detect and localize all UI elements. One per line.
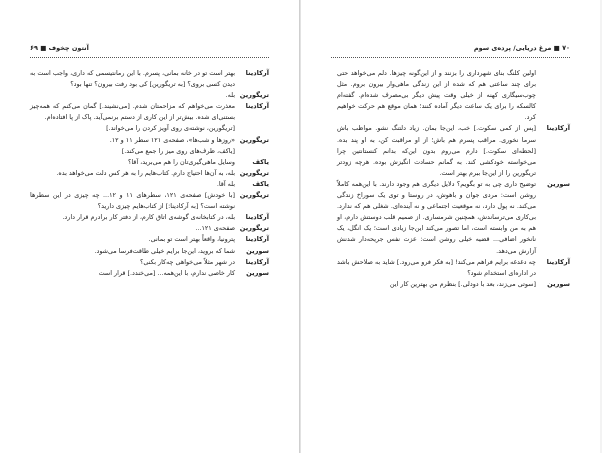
right-page bbox=[300, 0, 600, 453]
dialogue-text: بله. bbox=[225, 91, 235, 100]
speaker-name: سورین bbox=[547, 179, 570, 188]
dialogue-line bbox=[337, 257, 570, 279]
dialogue-text: صفحه‌ی ۱۲۱... bbox=[195, 224, 235, 233]
dialogue-text: بله، به آن‌ها احتیاج دارم. کتاب‌هایم را به هر کس دلت می‌خواهد بده. bbox=[56, 168, 235, 177]
header-rule bbox=[331, 57, 570, 58]
dialogue-text: شما که بروید، این‌جا برایم خیلی طاقت‌فرسا می‌شود. bbox=[94, 246, 235, 255]
dialogue-line bbox=[30, 257, 269, 268]
speaker-name: سورین bbox=[246, 246, 269, 255]
dialogue-text: وسایل ماهی‌گیری‌تان را هم می‌برید، آقا؟ bbox=[127, 157, 235, 166]
dialogue-text: چه دغدغه برایم فراهم می‌کند! [به فکر فرو می‌رود.] شاید به صلاحش باشد در اداره‌ای استخدام شود؟ bbox=[337, 257, 536, 277]
dialogue-line bbox=[337, 68, 570, 123]
dialogue-line bbox=[30, 179, 269, 190]
dialogue-text: [سوتی می‌زند، بعد با دودلی.] بنظرم من بهترین کار این bbox=[389, 279, 536, 288]
speaker-name: آرکادینا bbox=[245, 235, 269, 244]
dialogue-line bbox=[30, 190, 269, 212]
dialogue-line bbox=[30, 234, 269, 245]
dialogue-line bbox=[30, 168, 269, 179]
dialogue-text: [با خودش] صفحه‌ی ۱۲۱، سطرهای ۱۱ و ۱۲... چه چیزی در این سطرها نوشته است؟ [به آرکادینا:] از کتاب‌هایم چیزی دارید؟ bbox=[30, 191, 235, 211]
speaker-name: آرکادینا bbox=[546, 257, 570, 266]
dialogue-line bbox=[30, 135, 269, 146]
dialogue-line bbox=[30, 90, 269, 101]
speaker-name: آرکادینا bbox=[245, 102, 269, 111]
page-body bbox=[337, 68, 570, 433]
dialogue-text: [یاکف، ظرف‌های روی میز را جمع می‌کند.] bbox=[121, 146, 235, 155]
dialogue-line bbox=[30, 68, 269, 90]
speaker-name: آرکادینا bbox=[245, 213, 269, 222]
dialogue-text: بهتر است تو در خانه بمانی، پسرم. با این رمانتیسمی که داری، واجب است به دیدن کسی بروی؟ [به تریگورین] کی بود رفت بیرون؟ تنها بود؟ bbox=[30, 69, 235, 89]
speaker-name: تریگورین bbox=[239, 168, 269, 177]
dialogue-text: [تریگورین، نوشته‌ی روی آویز کردن را می‌خواند.] bbox=[106, 124, 235, 133]
dialogue-line bbox=[337, 179, 570, 257]
speaker-name: یاکف bbox=[252, 179, 269, 188]
dialogue-line bbox=[30, 157, 269, 168]
dialogue-text: در شهر مثلاً می‌خواهی چه‌کار بکنی؟ bbox=[140, 257, 235, 266]
dialogue-line bbox=[30, 146, 269, 157]
dialogue-line bbox=[30, 101, 269, 123]
dialogue-text: معذرت می‌خواهم که مزاحمتان شدم. [می‌نشیند.] گمان می‌کنم که همه‌چیز بستنی‌ای شده. بیش‌تر از این کاری از دستم برنمی‌آید. پاک از پا افتاده‌ام. bbox=[30, 102, 235, 122]
dialogue-text: توضیح داری چی به تو بگویم؟ دلایل دیگری هم وجود دارند. با این‌همه کاملاً روشن است: مردی جوان و باهوش، در روستا و توی یک سوراخ زندگی می‌کند. نه پول دارد، نه موقعیت اجتماعی و نه آینده‌ای. شغلی هم که ندارد. بی‌کاری می‌ترساندش، همچنین شرمساری. از صمیم قلب دوستش دارم، او هم به من وابسته است، اما تصور می‌کند این‌جا زیادی است؛ یک انگل، یک نانخور اضافی... قضیه خیلی روشن است: عزت نفس جریحه‌دار شدنش آزارش می‌دهد. bbox=[337, 179, 536, 255]
dialogue-line bbox=[337, 123, 570, 178]
speaker-name: سورین bbox=[246, 268, 269, 277]
left-page bbox=[0, 0, 300, 453]
running-head: آنتون چخوف ■ ۶۹ bbox=[30, 44, 89, 52]
dialogue-line bbox=[30, 223, 269, 234]
speaker-name: آرکادینا bbox=[546, 124, 570, 133]
dialogue-text: «روزها و شب‌ها»، صفحه‌ی ۱۲۱ سطر ۱۱ و ۱۲. bbox=[109, 135, 235, 144]
speaker-name: یاکف bbox=[252, 157, 269, 166]
dialogue-text: پترونیا، واقعاً بهتر است تو بمانی. bbox=[148, 235, 235, 244]
dialogue-line bbox=[30, 268, 269, 279]
dialogue-text: بله آقا. bbox=[216, 179, 235, 188]
dialogue-text: [پس از کمی سکوت.] خب، این‌جا بمان. زیاد دلتنگ نشو. مواظب باش سرما نخوری. مراقب پسرم هم باش؛ از او مراقبت کن، به او پند بده. [لحظه‌ای سکوت.] دارم می‌روم بدون این‌که بدانم کنستانتین چرا می‌خواسته خودکشی کند. به گمانم حسادت انگیزش بوده. هرچه زودتر تریگورین را از این‌جا ببرم بهتر است. bbox=[337, 124, 536, 177]
dialogue-line bbox=[30, 246, 269, 257]
dialogue-line bbox=[337, 279, 570, 290]
header-rule bbox=[30, 57, 269, 58]
speaker-name: تریگورین bbox=[239, 91, 269, 100]
running-head: ۷۰ ■ مرغ دریایی/ پرده‌ی سوم bbox=[473, 44, 570, 52]
speaker-name: آرکادینا bbox=[245, 69, 269, 77]
dialogue-line bbox=[30, 123, 269, 134]
dialogue-text: بله، در کتابخانه‌ی گوشه‌ی اتاق کارم، از دفتر کار برادرم قرار دارد. bbox=[62, 213, 235, 222]
speaker-name: تریگورین bbox=[239, 224, 269, 233]
speaker-name: سورین bbox=[547, 279, 570, 288]
speaker-name: تریگورین bbox=[239, 135, 269, 144]
speaker-name: تریگورین bbox=[239, 191, 269, 200]
dialogue-text: اولین کلنگ بنای شهرداری را بزنند و از این‌گونه چیزها. دلم می‌خواهد حتی برای چند ساعتی هم که شده از این زندگی ماهی‌وار بیرون بروم. مثل چوب‌سیگاری کهنه از خیلی وقت پیش دیگر بی‌مصرف شده‌ام. گفته‌ام کالسکه را برای یک ساعت دیگر آماده کنند؛ همان موقع هم حرکت خواهیم کرد. bbox=[337, 69, 536, 122]
dialogue-line bbox=[30, 212, 269, 223]
dialogue-text: کار خاصی ندارم، با این‌همه... [می‌خندد.] قرار است bbox=[98, 268, 235, 277]
page-body bbox=[30, 68, 269, 433]
speaker-name: آرکادینا bbox=[245, 257, 269, 266]
